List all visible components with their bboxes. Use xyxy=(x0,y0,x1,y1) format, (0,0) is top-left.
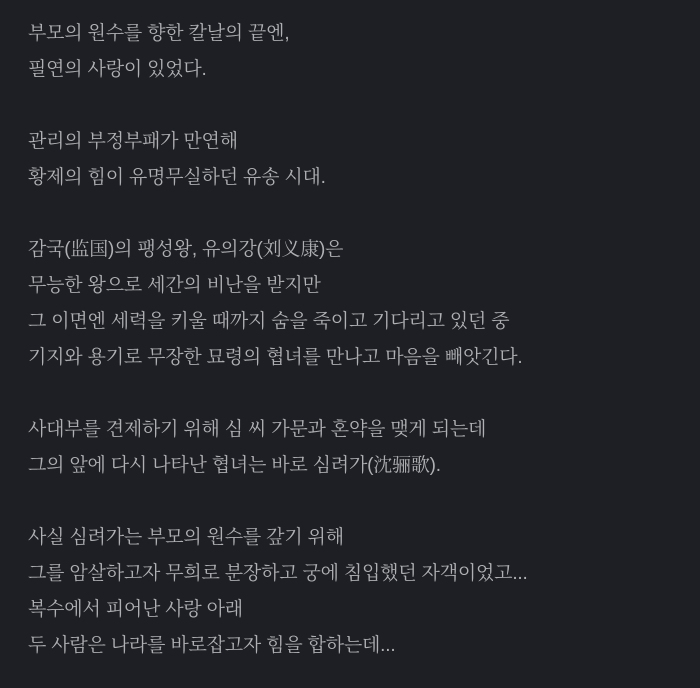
synopsis-line: 복수에서 피어난 사랑 아래 xyxy=(28,599,243,620)
synopsis-paragraph-4 xyxy=(28,412,670,484)
synopsis-paragraph-5 xyxy=(28,520,670,664)
synopsis-line: 사실 심려가는 부모의 원수를 갚기 위해 xyxy=(28,527,344,548)
synopsis-paragraph-2 xyxy=(28,124,670,196)
synopsis-line: 무능한 왕으로 세간의 비난을 받지만 xyxy=(28,275,321,296)
synopsis-line: 부모의 원수를 향한 칼날의 끝엔, xyxy=(28,23,290,44)
synopsis-line: 두 사람은 나라를 바로잡고자 힘을 합하는데... xyxy=(28,635,396,656)
synopsis-line: 그의 앞에 다시 나타난 협녀는 바로 심려가(沈骊歌). xyxy=(28,455,441,476)
synopsis-line: 사대부를 견제하기 위해 심 씨 가문과 혼약을 맺게 되는데 xyxy=(28,419,487,440)
synopsis-line: 기지와 용기로 무장한 묘령의 협녀를 만나고 마음을 빼앗긴다. xyxy=(28,347,523,368)
synopsis-line: 그를 암살하고자 무희로 분장하고 궁에 침입했던 자객이었고... xyxy=(28,563,528,584)
synopsis-line: 황제의 힘이 유명무실하던 유송 시대. xyxy=(28,167,326,188)
synopsis-line: 필연의 사랑이 있었다. xyxy=(28,59,207,80)
synopsis-paragraph-3 xyxy=(28,232,670,376)
synopsis-line: 감국(监国)의 팽성왕, 유의강(刘义康)은 xyxy=(28,239,344,260)
synopsis-line: 그 이면엔 세력을 키울 때까지 숨을 죽이고 기다리고 있던 중 xyxy=(28,311,510,332)
synopsis-paragraph-1 xyxy=(28,16,670,88)
synopsis-line: 관리의 부정부패가 만연해 xyxy=(28,131,238,152)
